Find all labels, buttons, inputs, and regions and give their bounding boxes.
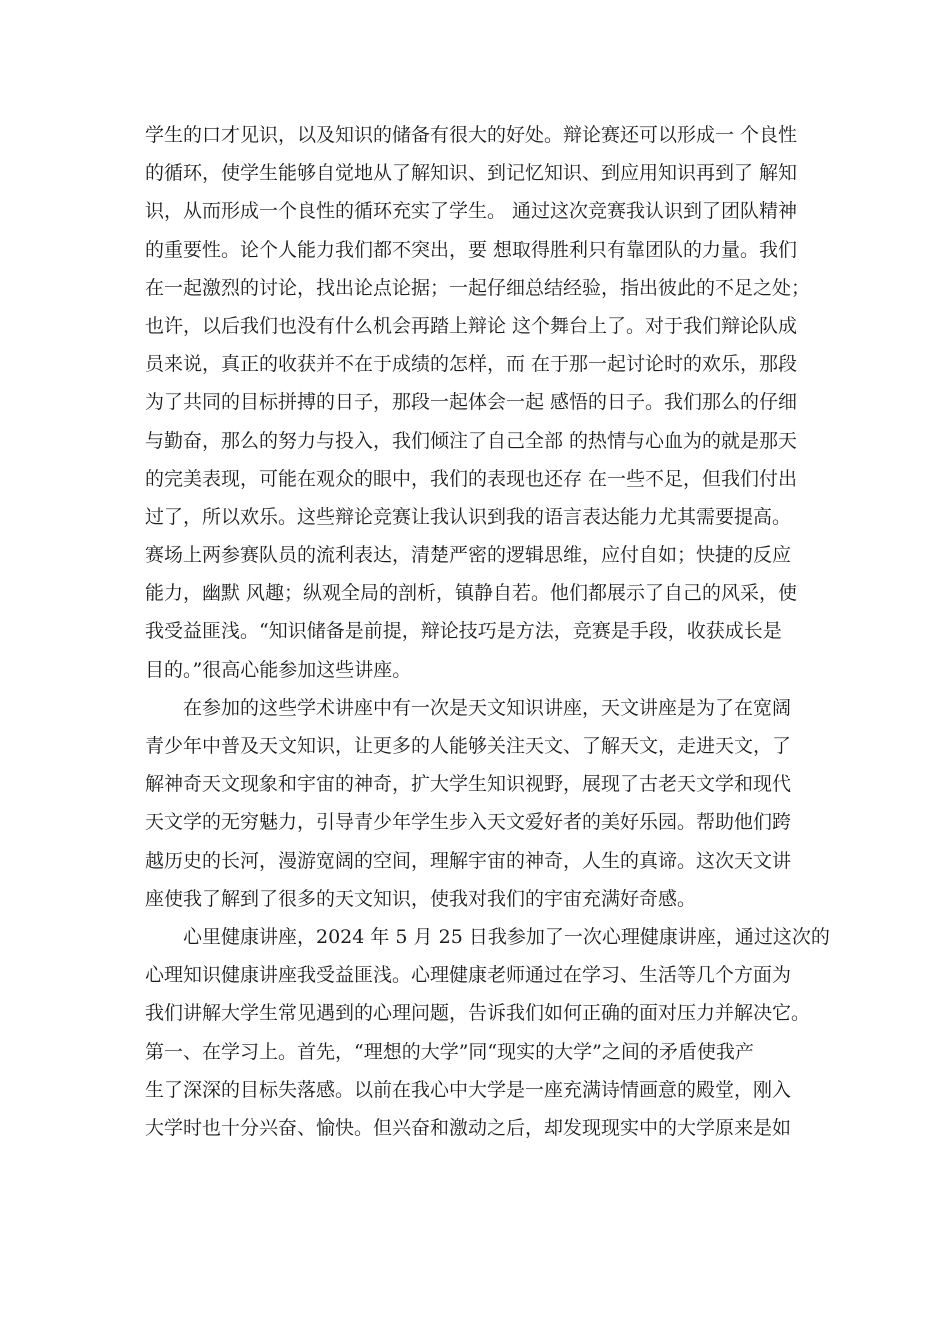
text-line: 座使我了解到了很多的天文知识，使我对我们的宇宙充满好奇感。 <box>145 887 697 910</box>
paragraph-first-line: 在参加的这些学术讲座中有一次是天文知识讲座，天文讲座是为了在宽阔 <box>183 696 792 719</box>
text-line: 员来说，真正的收获并不在于成绩的怎样，而 在于那一起讨论时的欢乐，那段 <box>145 353 798 376</box>
text-line: 第一、在学习上。首先，“理想的大学”同“现实的大学”之间的矛盾使我产 <box>145 1040 754 1063</box>
text-line: 在一起激烈的讨论，找出论点论据；一起仔细总结经验，指出彼此的不足之处； <box>145 276 811 299</box>
text-line: 生了深深的目标失落感。以前在我心中大学是一座充满诗情画意的殿堂，刚入 <box>145 1078 792 1101</box>
text-line: 我受益匪浅。“知识储备是前提，辩论技巧是方法，竞赛是手段，收获成长是 <box>145 620 782 643</box>
paragraph-first-line: 心里健康讲座，2024 年 5 月 25 日我参加了一次心理健康讲座，通过这次的 <box>183 925 830 948</box>
text-line: 学生的口才见识，以及知识的储备有很大的好处。辩论赛还可以形成一 个良性 <box>145 124 798 146</box>
text-line: 的循环，使学生能够自觉地从了解知识、到记忆知识、到应用知识再到了 解知 <box>145 162 798 185</box>
text-line: 与勤奋，那么的努力与投入，我们倾注了自己全部 的热情与心血为的就是那天 <box>145 429 798 452</box>
text-line: 为了共同的目标拼搏的日子，那段一起体会一起 感悟的日子。我们那么的仔细 <box>145 391 798 414</box>
body-text <box>145 116 845 1147</box>
text-line: 的重要性。论个人能力我们都不突出，要 想取得胜利只有靠团队的力量。我们 <box>145 238 798 261</box>
text-line: 青少年中普及天文知识，让更多的人能够关注天文、了解天文，走进天文，了 <box>145 735 792 757</box>
text-line: 大学时也十分兴奋、愉快。但兴奋和激动之后，却发现现实中的大学原来是如 <box>145 1116 792 1139</box>
text-line: 赛场上两参赛队员的流利表达，清楚严密的逻辑思维，应付自如；快捷的反应 <box>145 544 792 567</box>
text-line: 也许，以后我们也没有什么机会再踏上辩论 这个舞台上了。对于我们辩论队成 <box>145 314 798 337</box>
text-line: 我们讲解大学生常见遇到的心理问题，告诉我们如何正确的面对压力并解决它。 <box>145 1002 811 1025</box>
text-line: 天文学的无穷魅力，引导青少年学生步入天文爱好者的美好乐园。帮助他们跨 <box>145 811 792 834</box>
text-line: 目的。”很高心能参加这些讲座。 <box>145 658 412 681</box>
text-line: 过了，所以欢乐。这些辩论竞赛让我认识到我的语言表达能力尤其需要提高。 <box>145 505 792 528</box>
text-line: 解神奇天文现象和宇宙的神奇，扩大学生知识视野，展现了古老天文学和现代 <box>145 773 792 796</box>
text-line: 能力，幽默 风趣；纵观全局的剖析，镇静自若。他们都展示了自己的风采，使 <box>145 582 798 605</box>
text-line: 越历史的长河，漫游宽阔的空间，理解宇宙的神奇，人生的真谛。这次天文讲 <box>145 849 792 872</box>
text-line: 心理知识健康讲座我受益匪浅。心理健康老师通过在学习、生活等几个方面为 <box>145 964 792 987</box>
text-line: 识，从而形成一个良性的循环充实了学生。 通过这次竞赛我认识到了团队精神 <box>145 200 798 223</box>
text-line: 的完美表现，可能在观众的眼中，我们的表现也还存 在一些不足，但我们付出 <box>145 467 798 490</box>
